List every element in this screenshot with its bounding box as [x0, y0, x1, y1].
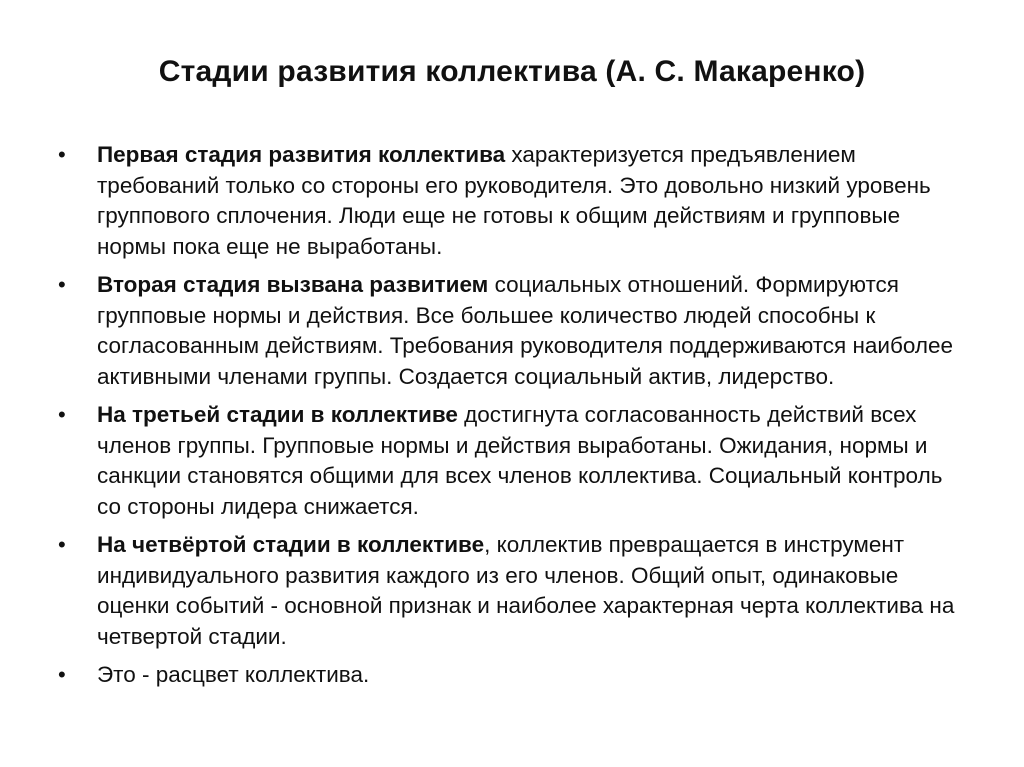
bullet-bold-text: Вторая стадия вызвана развитием: [97, 272, 489, 297]
bullet-text: социальных отношений. Формируются групповые нормы и действия. Все большее количество людей способны к согласованным действиям. Требования руководителя поддерживаются наиболее активными членами группы. Создается социальный актив, лидерство.: [97, 272, 954, 389]
bullet-text: характеризуется предъявлением требований только со стороны его руководителя. Это довольно низкий уровень группового сплочения. Люди еще не готовы к общим действиям и групповые нормы пока еще не выработаны.: [97, 142, 931, 259]
bullet-text: , коллектив превращается в инструмент индивидуального развития каждого из его членов. Общий опыт, одинаковые оценки событий - основной признак и наиболее характерная черта коллектива на четвертой стадии.: [97, 532, 955, 649]
slide-title: Стадии развития коллектива (А. С. Макаренко): [158, 55, 866, 88]
bullet-dot-icon: •: [58, 272, 66, 297]
bullet-dot-icon: •: [58, 142, 66, 167]
bullet-bold-text: На четвёртой стадии в коллективе: [97, 532, 485, 557]
bullet-list: [0, 140, 1024, 699]
bullet-bold-text: На третьей стадии в коллективе: [97, 402, 458, 427]
bullet-item: [0, 140, 1024, 262]
bullet-dot-icon: •: [58, 532, 66, 557]
bullet-dot-icon: •: [58, 402, 66, 427]
bullet-item: [0, 270, 1024, 392]
bullet-item: [0, 660, 1024, 691]
bullet-text: Это - расцвет коллектива.: [97, 662, 370, 687]
bullet-dot-icon: •: [58, 662, 66, 687]
bullet-item: [0, 400, 1024, 522]
bullet-item: [0, 530, 1024, 652]
bullet-text: достигнута согласованность действий всех членов группы. Групповые нормы и действия выработаны. Ожидания, нормы и санкции становятся общими для всех членов коллектива. Социальный контроль со стороны лидера снижается.: [97, 402, 943, 519]
bullet-bold-text: Первая стадия развития коллектива: [97, 142, 506, 167]
